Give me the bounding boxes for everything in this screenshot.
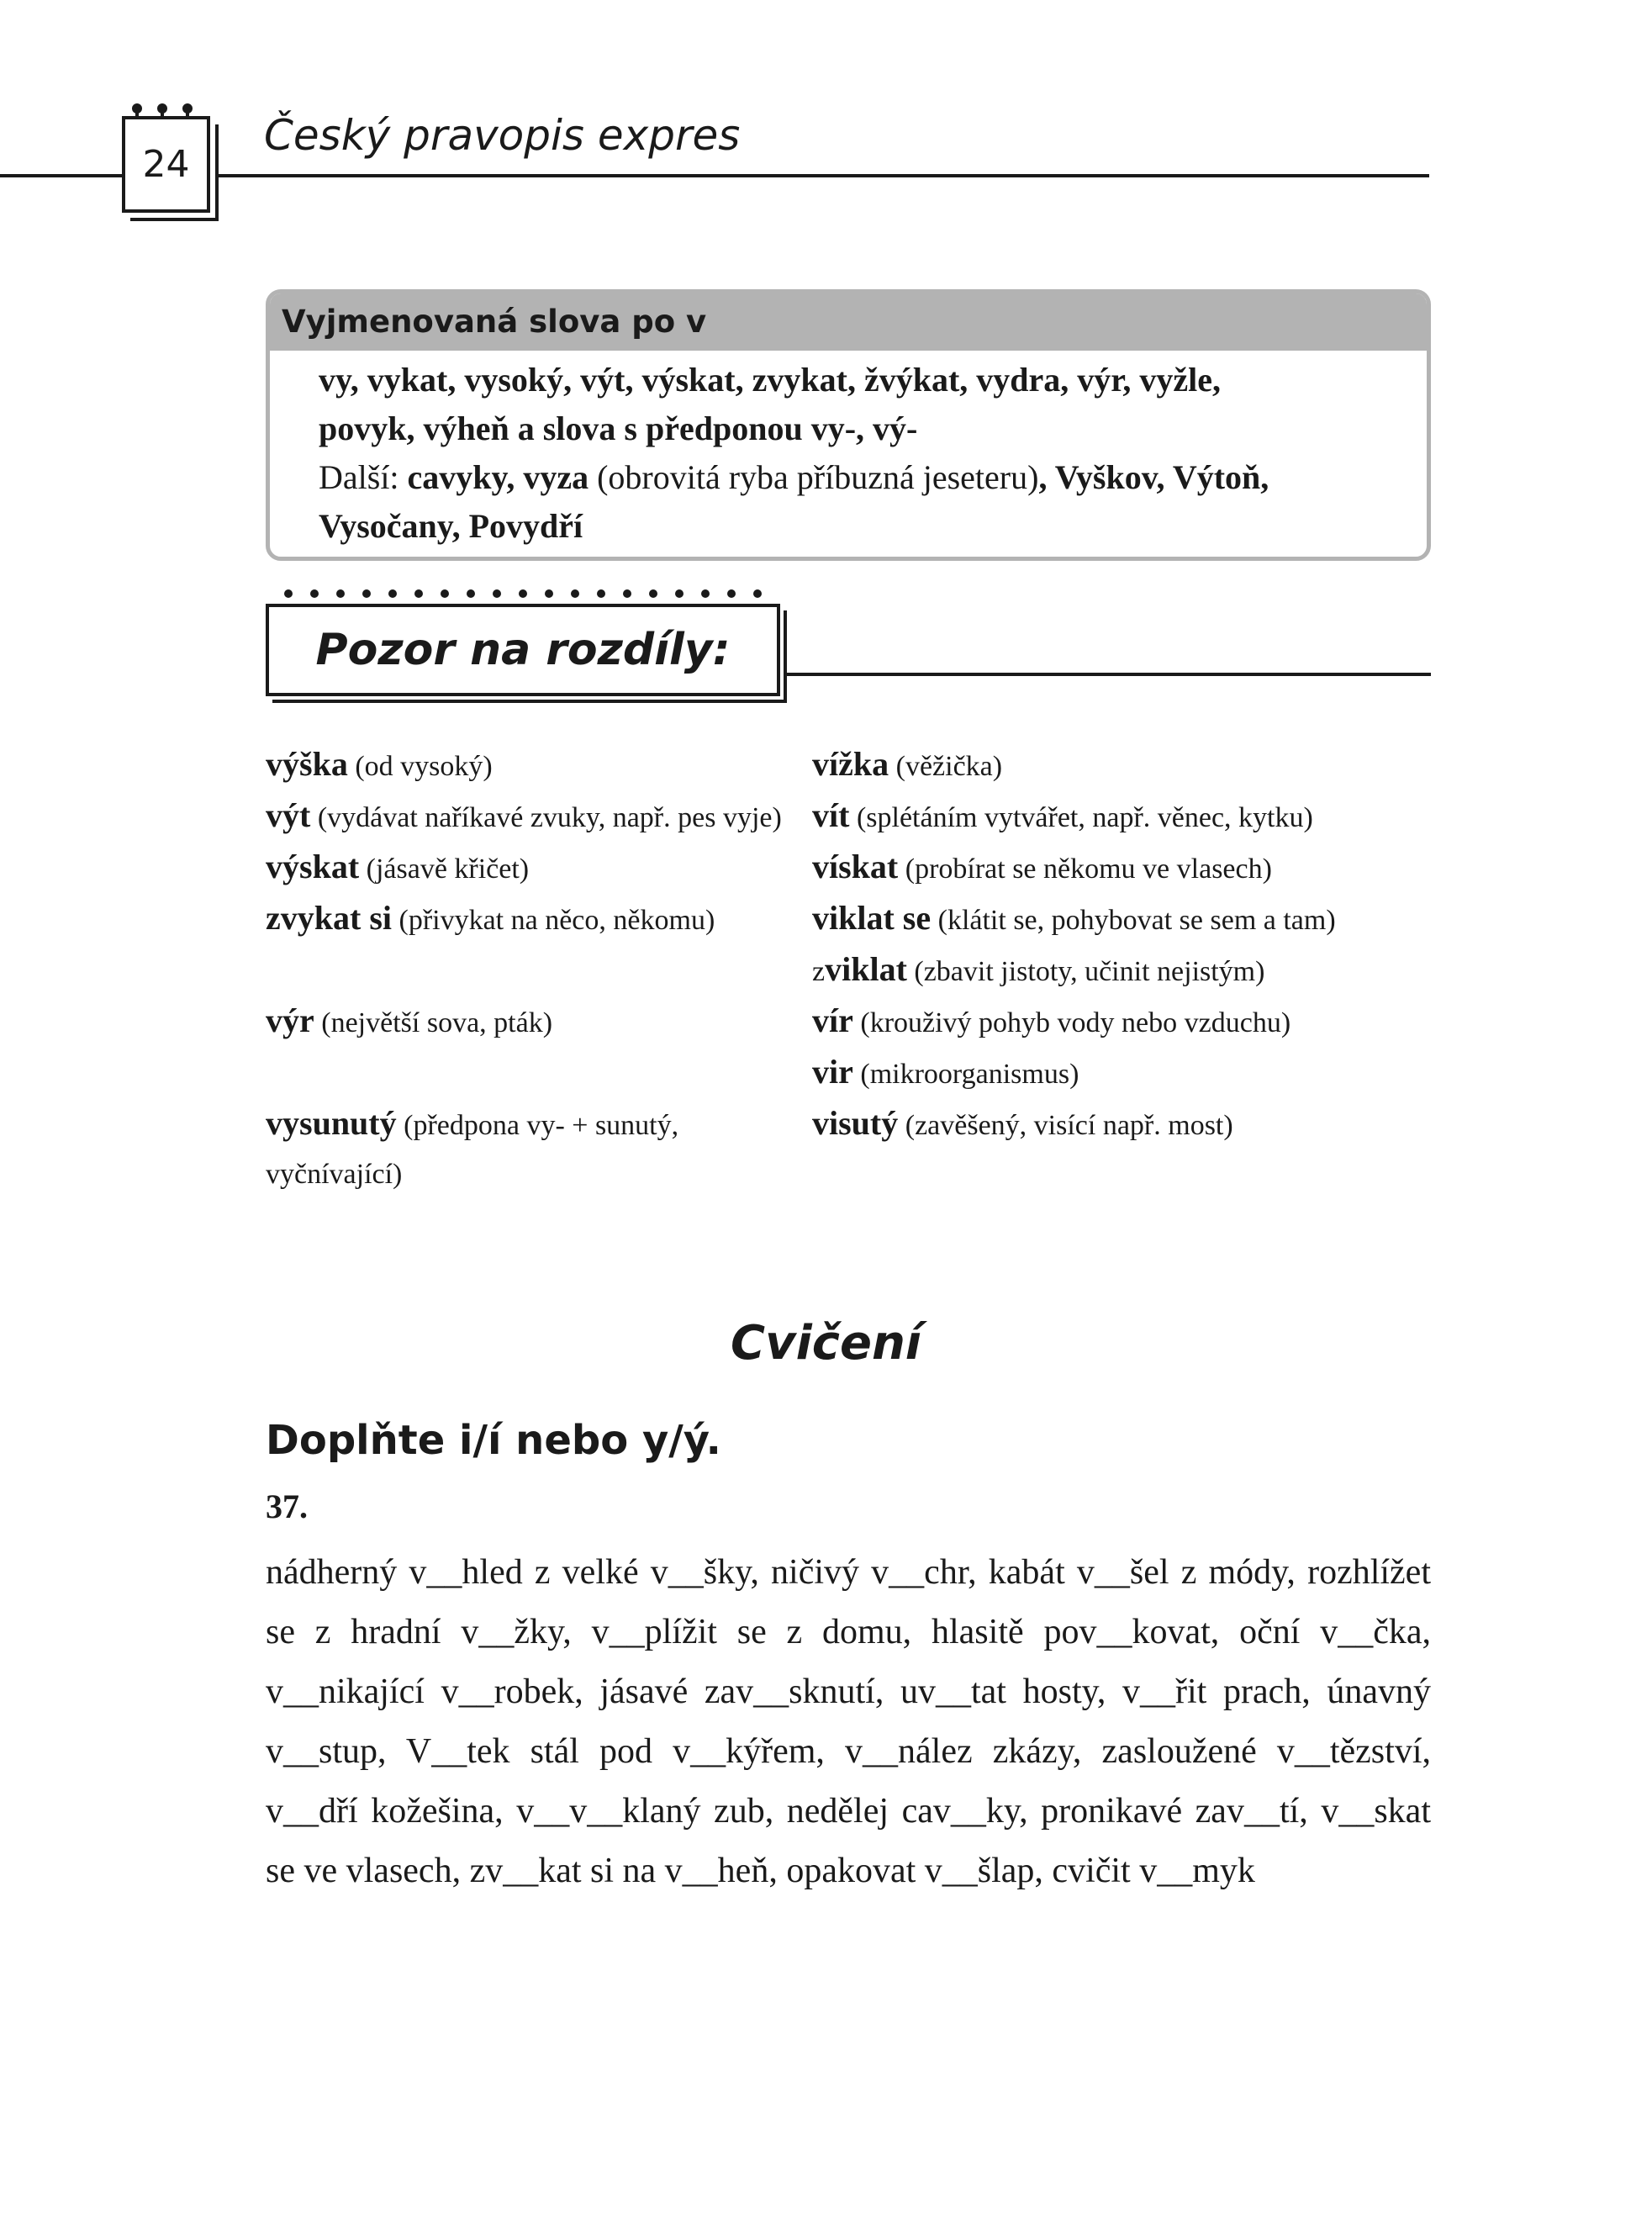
rules-body	[270, 351, 1427, 551]
page-number: 24	[142, 143, 190, 186]
pair-word: výt	[266, 796, 311, 834]
pair-left	[266, 894, 812, 945]
pair-note: (zbavit jistoty, učinit nejistým)	[906, 956, 1265, 987]
exercise-heading: Cvičení	[730, 1316, 922, 1371]
pair-row	[266, 791, 1431, 843]
pair-right	[812, 1099, 1431, 1199]
rules-further-bold1: cavyky, vyza	[407, 458, 589, 496]
binding-dot-icon	[441, 589, 449, 598]
pair-word: vískat	[812, 848, 899, 885]
binding-dot-icon	[284, 589, 293, 598]
binding-dot-icon	[597, 589, 605, 598]
pair-right	[812, 996, 1431, 1048]
exercise-task: Doplňte i/í nebo y/ý.	[266, 1417, 721, 1464]
pair-prefix: z	[812, 956, 826, 987]
pair-note: (vydávat naříkavé zvuky, např. pes vyje)	[310, 802, 782, 833]
pair-note: (zavěšený, visící např. most)	[898, 1110, 1233, 1141]
page-number-box	[122, 116, 210, 213]
pair-word: viklat	[825, 950, 907, 988]
pair-word: výskat	[266, 848, 360, 885]
binder-ring-icon	[157, 103, 167, 114]
binding-dot-icon	[310, 589, 319, 598]
binding-dot-icon	[362, 589, 371, 598]
pair-note: (mikroorganismus)	[852, 1059, 1079, 1090]
pair-left	[266, 843, 812, 894]
binding-dot-icon	[701, 589, 710, 598]
pair-left	[266, 996, 812, 1048]
pair-word: vížka	[812, 745, 889, 783]
pair-note: (věžička)	[889, 751, 1003, 782]
rules-box	[266, 289, 1431, 561]
binder-ring-icon	[132, 103, 142, 114]
binding-dot-icon	[571, 589, 579, 598]
rules-further-label: Další:	[319, 458, 408, 496]
pair-note: (klátit se, pohybovat se sem a tam)	[931, 905, 1336, 936]
pair-left	[266, 1099, 812, 1199]
pair-word: výr	[266, 1001, 314, 1039]
pair-word: vir	[812, 1053, 853, 1091]
pair-word: vír	[812, 1001, 853, 1039]
pair-note: (probírat se někomu ve vlasech)	[898, 853, 1272, 885]
pair-left	[266, 945, 812, 996]
pair-row	[266, 740, 1431, 791]
binding-dot-icon	[467, 589, 475, 598]
pair-row	[266, 945, 1431, 996]
rules-further	[319, 453, 1386, 502]
rules-words-line1: vy, vykat, vysoký, výt, výskat, zvykat, žvýkat, vydra, výr, vyžle,	[319, 361, 1221, 399]
rules-further-bold2: , Vyškov, Výtoň,	[1038, 458, 1269, 496]
pair-word: vysunutý	[266, 1104, 397, 1142]
difference-pairs	[266, 740, 1431, 1199]
binder-ring-icon	[182, 103, 193, 114]
pair-left	[266, 740, 812, 791]
pair-right	[812, 740, 1431, 791]
rules-words-line2: povyk, výheň a slova s předponou vy-, vý-	[319, 409, 918, 447]
pair-right	[812, 791, 1431, 843]
binding-dot-icon	[519, 589, 527, 598]
exercise-text: nádherný v__hled z velké v__šky, ničivý v__chr, kabát v__šel z módy, rozhlížet se z hradní v__žky, v__plížit se z domu, hlasitě pov__kovat, oční v__čka, v__nikající v__robek, jásavé zav__sknutí, uv__tat hosty, v__řit prach, únavný v__stup, V__tek stál pod v__kýřem, v__nález zkázy, zasloužené v__tězství, v__dří kožešina, v__v__klaný zub, nedělej cav__ky, pronikavé zav__tí, v__skat se ve vlasech, zv__kat si na v__heň, opakovat v__šlap, cvičit v__myk	[266, 1553, 1431, 1890]
pair-row	[266, 1048, 1431, 1099]
pair-note: (přivykat na něco, někomu)	[392, 905, 715, 936]
header-rule	[0, 174, 1429, 177]
binding-dot-icon	[727, 589, 736, 598]
pair-note: (jásavě křičet)	[359, 853, 530, 885]
pair-note: (krouživý pohyb vody nebo vzduchu)	[852, 1007, 1291, 1038]
pair-word: viklat se	[812, 899, 932, 937]
pair-right	[812, 945, 1431, 996]
binding-dot-icon	[545, 589, 553, 598]
book-title: Český pravopis expres	[264, 111, 741, 160]
rules-heading: Vyjmenovaná slova po v	[270, 293, 1427, 351]
pair-word: zvykat si	[266, 899, 392, 937]
rules-further-cont	[319, 502, 1386, 551]
rules-further-bold3: Vysočany, Povydří	[319, 507, 583, 545]
binding-dot-icon	[414, 589, 423, 598]
pair-note: (od vysoký)	[347, 751, 493, 782]
pair-row	[266, 843, 1431, 894]
pair-word: visutý	[812, 1104, 899, 1142]
notice-title: Pozor na rozdíly:	[315, 625, 731, 675]
pair-note: (největší sova, pták)	[314, 1007, 553, 1038]
pair-word: vít	[812, 796, 850, 834]
pair-note: (předpona vy- + sunutý, vyčnívající)	[266, 1110, 679, 1190]
pair-right	[812, 843, 1431, 894]
pair-left	[266, 1048, 812, 1099]
pair-note: (splétáním vytvářet, např. věnec, kytku)	[849, 802, 1313, 833]
rules-further-note: (obrovitá ryba příbuzná jeseteru)	[588, 458, 1039, 496]
binding-dot-icon	[336, 589, 345, 598]
exercise-number: 37.	[266, 1487, 308, 1525]
binding-dot-icon	[675, 589, 683, 598]
pair-word: výška	[266, 745, 348, 783]
binding-dot-icon	[623, 589, 631, 598]
binding-dot-icon	[753, 589, 762, 598]
pair-left	[266, 791, 812, 843]
notice-rule	[780, 673, 1431, 676]
binding-dot-icon	[388, 589, 397, 598]
pair-row	[266, 1099, 1431, 1199]
pair-row	[266, 894, 1431, 945]
notice-box	[266, 604, 780, 696]
binding-dot-icon	[493, 589, 501, 598]
pair-right	[812, 1048, 1431, 1099]
pair-row	[266, 996, 1431, 1048]
binding-dot-icon	[649, 589, 657, 598]
pair-right	[812, 894, 1431, 945]
